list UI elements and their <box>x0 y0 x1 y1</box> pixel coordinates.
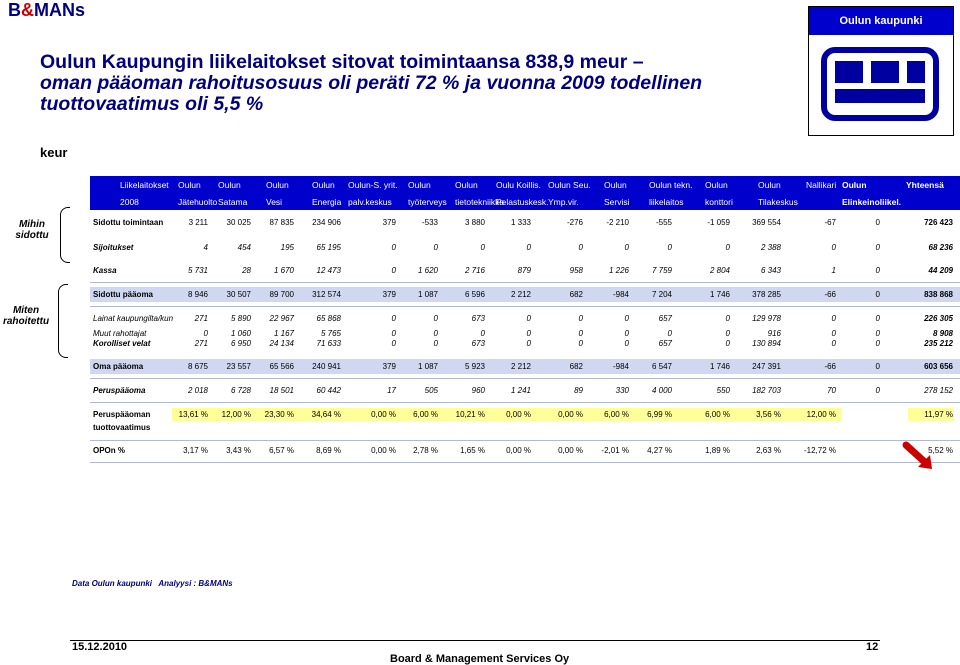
header-cell: Oulun <box>758 180 781 190</box>
table-cell: 0 <box>578 329 583 338</box>
header-cell: Tilakeskus <box>758 197 798 207</box>
row-label: Sijoitukset <box>93 243 134 252</box>
table-cell: 34,64 % <box>311 410 341 419</box>
row-label: Lainat kaupungilta/kun <box>93 314 174 323</box>
header-cell: liikelaitos <box>649 197 684 207</box>
table-cell: 1 087 <box>417 362 438 371</box>
table-cell: 89 700 <box>269 290 294 299</box>
header-cell: konttori <box>705 197 733 207</box>
table-cell: 1 <box>831 266 836 275</box>
header-cell: 2008 <box>120 197 139 207</box>
brand-text-mans: MANs <box>34 0 86 20</box>
header-cell: Servisi <box>604 197 630 207</box>
table-cell: 17 <box>387 386 396 395</box>
table-cell: 71 633 <box>316 339 341 348</box>
header-cell: Nallikari <box>806 180 837 190</box>
table-cell: 5 731 <box>187 266 208 275</box>
table-cell: 3,43 % <box>226 446 251 455</box>
table-cell: 0 <box>433 329 438 338</box>
table-cell: 44 209 <box>928 266 953 275</box>
table-cell: 0 <box>391 339 396 348</box>
table-cell: 0 <box>624 329 629 338</box>
table-cell: 22 967 <box>269 314 294 323</box>
table-cell: 2 716 <box>464 266 485 275</box>
headline-line-1: Oulun Kaupungin liikelaitokset sitovat toimintaansa 838,9 meur – <box>40 51 644 73</box>
table-cell: 6 596 <box>464 290 485 299</box>
table-cell: 879 <box>517 266 531 275</box>
table-cell: 1 241 <box>510 386 531 395</box>
table-cell: 312 574 <box>312 290 341 299</box>
table-cell: 0 <box>480 243 485 252</box>
table-cell: 8 675 <box>187 362 208 371</box>
table-cell: 1 620 <box>417 266 438 275</box>
table-cell: 379 <box>382 218 396 227</box>
table-cell: 958 <box>569 266 583 275</box>
table-cell: 12,00 % <box>221 410 251 419</box>
table-cell: 129 978 <box>752 314 781 323</box>
table-cell: -555 <box>655 218 672 227</box>
table-cell: 0 <box>875 266 880 275</box>
table-cell: 271 <box>194 314 208 323</box>
row-divider <box>90 282 960 283</box>
table-cell: 369 554 <box>752 218 781 227</box>
table-cell: 4,27 % <box>647 446 672 455</box>
table-cell: 6 343 <box>760 266 781 275</box>
table-cell: 550 <box>716 386 730 395</box>
table-cell: -66 <box>824 290 836 299</box>
footer-company: Board & Management Services Oy <box>390 653 570 665</box>
table-cell: 0,00 % <box>558 410 583 419</box>
table-cell: 30 025 <box>226 218 251 227</box>
table-cell: 3 880 <box>464 218 485 227</box>
table-cell: 0 <box>578 339 583 348</box>
table-cell: 60 442 <box>316 386 341 395</box>
table-cell: 65 566 <box>269 362 294 371</box>
table-cell: 682 <box>569 362 583 371</box>
table-cell: 0,00 % <box>558 446 583 455</box>
table-cell: 0 <box>526 339 531 348</box>
row-label: tuottovaatimus <box>93 423 151 432</box>
footer-date: 15.12.2010 <box>72 641 128 653</box>
table-cell: 5 890 <box>230 314 251 323</box>
table-cell: -66 <box>824 362 836 371</box>
table-cell: 23 557 <box>226 362 251 371</box>
table-cell: 0 <box>875 218 880 227</box>
table-cell: 10,21 % <box>455 410 485 419</box>
table-cell: 0 <box>725 329 730 338</box>
table-cell: 6 728 <box>230 386 251 395</box>
table-cell: 0 <box>624 314 629 323</box>
table-cell: 0 <box>831 329 836 338</box>
side-label-tied: Mihin sidottu <box>15 219 49 241</box>
header-cell: Oulun <box>604 180 627 190</box>
table-cell: 4 <box>203 243 208 252</box>
table-cell: 5 923 <box>464 362 485 371</box>
table-cell: -2,01 % <box>601 446 629 455</box>
table-cell: 454 <box>237 243 251 252</box>
table-cell: -2 210 <box>606 218 629 227</box>
row-label: Oma pääoma <box>93 362 144 371</box>
table-cell: 65 868 <box>316 314 341 323</box>
table-cell: 378 285 <box>752 290 781 299</box>
header-cell: Pelastuskesk. <box>496 197 549 207</box>
header-cell: palv.keskus <box>348 197 392 207</box>
header-cell: Vesi <box>266 197 283 207</box>
table-cell: 87 835 <box>269 218 294 227</box>
table-cell: 0 <box>725 243 730 252</box>
table-cell: 234 906 <box>312 218 341 227</box>
unit-label: keur <box>40 145 68 160</box>
table-cell: 13,61 % <box>178 410 208 419</box>
table-cell: 2 018 <box>187 386 208 395</box>
table-cell: 726 423 <box>924 218 953 227</box>
header-cell: Jätehuolto <box>178 197 218 207</box>
table-cell: 2 388 <box>760 243 781 252</box>
table-cell: 6 950 <box>230 339 251 348</box>
table-cell: 0,00 % <box>506 446 531 455</box>
header-cell: työterveys <box>408 197 447 207</box>
table-cell: 0 <box>526 329 531 338</box>
table-cell: -984 <box>612 362 629 371</box>
row-divider <box>90 402 960 403</box>
table-cell: 3 211 <box>188 218 208 227</box>
table-cell: 3,56 % <box>756 410 781 419</box>
table-cell: 1 746 <box>709 362 730 371</box>
table-cell: 0 <box>433 339 438 348</box>
table-cell: 0 <box>667 243 672 252</box>
table-cell: 0 <box>391 243 396 252</box>
table-cell: 1 087 <box>417 290 438 299</box>
table-cell: 12 473 <box>316 266 341 275</box>
table-cell: 0 <box>480 329 485 338</box>
table-cell: 0 <box>433 243 438 252</box>
table-cell: 2 804 <box>709 266 730 275</box>
table-cell: 3,17 % <box>183 446 208 455</box>
table-cell: 0 <box>578 314 583 323</box>
table-cell: 0 <box>831 243 836 252</box>
row-label: Kassa <box>93 266 117 275</box>
table-cell: 0 <box>578 243 583 252</box>
table-cell: 195 <box>280 243 294 252</box>
table-cell: 603 656 <box>924 362 953 371</box>
table-cell: 5,52 % <box>928 446 953 455</box>
table-cell: 30 507 <box>226 290 251 299</box>
table-cell: 4 000 <box>651 386 672 395</box>
table-cell: 0 <box>624 339 629 348</box>
side-label-financed: Miten rahoitettu <box>2 305 50 327</box>
table-cell: 235 212 <box>924 339 953 348</box>
table-cell: 18 501 <box>269 386 294 395</box>
table-cell: 0 <box>831 339 836 348</box>
header-cell: Energia <box>312 197 342 207</box>
row-divider <box>90 440 960 441</box>
table-cell: 673 <box>471 339 485 348</box>
table-cell: -984 <box>612 290 629 299</box>
table-cell: 0,00 % <box>506 410 531 419</box>
source-note: Data Oulun kaupunki Analyysi : B&MANs <box>72 579 233 588</box>
table-cell: 24 134 <box>269 339 294 348</box>
headline-line-3: tuottovaatimus oli 5,5 % <box>40 93 264 115</box>
footer-divider <box>70 640 880 641</box>
table-cell: 8 946 <box>187 290 208 299</box>
table-cell: 0 <box>526 243 531 252</box>
table-cell: 5 765 <box>320 329 341 338</box>
table-cell: 7 204 <box>651 290 672 299</box>
row-label: Sidottu pääoma <box>93 290 154 299</box>
headline-line-2: oman pääoman rahoitusosuus oli peräti 72 % ja vuonna 2009 todellinen <box>40 72 703 94</box>
table-cell: 28 <box>242 266 251 275</box>
table-cell: 960 <box>471 386 485 395</box>
table-cell: 12,00 % <box>806 410 836 419</box>
table-cell: 2,63 % <box>756 446 781 455</box>
header-cell: Oulun <box>218 180 241 190</box>
table-cell: 6,57 % <box>269 446 294 455</box>
table-cell: 240 941 <box>312 362 341 371</box>
row-label: Muut rahottajat <box>93 329 147 338</box>
table-cell: 8,69 % <box>316 446 341 455</box>
header-cell: Oulun <box>455 180 478 190</box>
table-cell: 130 894 <box>752 339 781 348</box>
table-cell: 0 <box>875 243 880 252</box>
table-cell: 0 <box>875 314 880 323</box>
table-cell: 1 746 <box>709 290 730 299</box>
table-cell: 1 226 <box>608 266 629 275</box>
table-cell: 6,00 % <box>413 410 438 419</box>
header-cell: Ymp.vir. <box>548 197 579 207</box>
table-cell: 0 <box>203 329 208 338</box>
table-cell: 1,65 % <box>460 446 485 455</box>
table-cell: 0 <box>875 329 880 338</box>
table-cell: 0 <box>667 329 672 338</box>
table-cell: 916 <box>767 329 781 338</box>
header-cell: Oulun tekn. <box>649 180 693 190</box>
header-cell: Satama <box>218 197 248 207</box>
table-cell: 271 <box>194 339 208 348</box>
table-cell: 11,97 % <box>924 410 953 419</box>
row-divider <box>90 462 960 463</box>
table-cell: 673 <box>471 314 485 323</box>
header-cell: tietotekniikka <box>455 197 505 207</box>
table-cell: 379 <box>382 362 396 371</box>
table-cell: 2 212 <box>510 362 531 371</box>
table-cell: 0 <box>391 314 396 323</box>
table-cell: 247 391 <box>752 362 781 371</box>
table-cell: 0 <box>624 243 629 252</box>
header-cell: Oulun <box>312 180 335 190</box>
table-cell: 1 167 <box>273 329 294 338</box>
table-cell: 1 060 <box>230 329 251 338</box>
brand-text-b: B <box>8 0 21 20</box>
table-cell: -67 <box>824 218 836 227</box>
table-cell: 0 <box>433 314 438 323</box>
table-cell: 657 <box>658 314 672 323</box>
table-cell: 65 195 <box>316 243 341 252</box>
table-cell: 8 908 <box>932 329 953 338</box>
table-cell: 182 703 <box>752 386 781 395</box>
table-cell: 682 <box>569 290 583 299</box>
table-cell: 657 <box>658 339 672 348</box>
page-number: 12 <box>866 641 879 653</box>
table-cell: 7 759 <box>651 266 672 275</box>
org-name: Oulun kaupunki <box>809 7 953 35</box>
table-cell: 1 670 <box>273 266 294 275</box>
brand-text-amp: & <box>21 0 34 20</box>
header-cell: Liikelaitokset <box>120 180 169 190</box>
table-cell: 838 868 <box>924 290 953 299</box>
table-cell: 0 <box>725 314 730 323</box>
table-cell: -12,72 % <box>803 446 836 455</box>
row-label: Peruspääoman <box>93 410 151 419</box>
table-cell: -533 <box>421 218 438 227</box>
table-cell: 68 236 <box>928 243 953 252</box>
table-cell: 6,00 % <box>705 410 730 419</box>
table-cell: 0 <box>875 386 880 395</box>
row-label: Korolliset velat <box>93 339 151 348</box>
table-cell: 0 <box>391 329 396 338</box>
table-cell: 2,78 % <box>413 446 438 455</box>
header-cell: Oulu Koillis. <box>496 180 541 190</box>
table-cell: 330 <box>615 386 629 395</box>
table-cell: 0 <box>725 339 730 348</box>
header-cell: Yhteensä <box>906 180 944 190</box>
table-cell: 505 <box>424 386 438 395</box>
table-cell: 2 212 <box>510 290 531 299</box>
table-cell: 379 <box>382 290 396 299</box>
table-cell: 6 547 <box>651 362 672 371</box>
header-cell: Oulun <box>408 180 431 190</box>
header-cell: Oulun <box>266 180 289 190</box>
table-cell: 23,30 % <box>264 410 294 419</box>
row-label: Sidottu toimintaan <box>93 218 164 227</box>
table-cell: 0 <box>391 266 396 275</box>
table-cell: 1 333 <box>510 218 531 227</box>
table-cell: 0 <box>875 339 880 348</box>
table-cell: -1 059 <box>707 218 730 227</box>
table-cell: 6,00 % <box>604 410 629 419</box>
row-divider <box>90 306 960 307</box>
row-divider <box>90 378 960 379</box>
header-cell: Oulun <box>705 180 728 190</box>
table-cell: 0,00 % <box>371 410 396 419</box>
header-cell: Oulun Seu. <box>548 180 591 190</box>
table-cell: 0 <box>831 314 836 323</box>
table-cell: 70 <box>827 386 836 395</box>
table-cell: 0 <box>526 314 531 323</box>
table-cell: -276 <box>566 218 583 227</box>
header-cell: Oulun <box>842 180 867 190</box>
table-cell: 89 <box>574 386 583 395</box>
header-cell: Elinkeinoliikel. <box>842 197 902 207</box>
table-cell: 0 <box>875 290 880 299</box>
table-cell: 0,00 % <box>371 446 396 455</box>
table-cell: 0 <box>875 362 880 371</box>
row-label: Peruspääoma <box>93 386 146 395</box>
row-label: OPOn % <box>93 446 126 455</box>
table-cell: 6,99 % <box>647 410 672 419</box>
header-cell: Oulun-S. yrit. <box>348 180 398 190</box>
table-cell: 226 305 <box>924 314 953 323</box>
header-cell: Oulun <box>178 180 201 190</box>
table-cell: 278 152 <box>924 386 953 395</box>
table-cell: 1,89 % <box>705 446 730 455</box>
